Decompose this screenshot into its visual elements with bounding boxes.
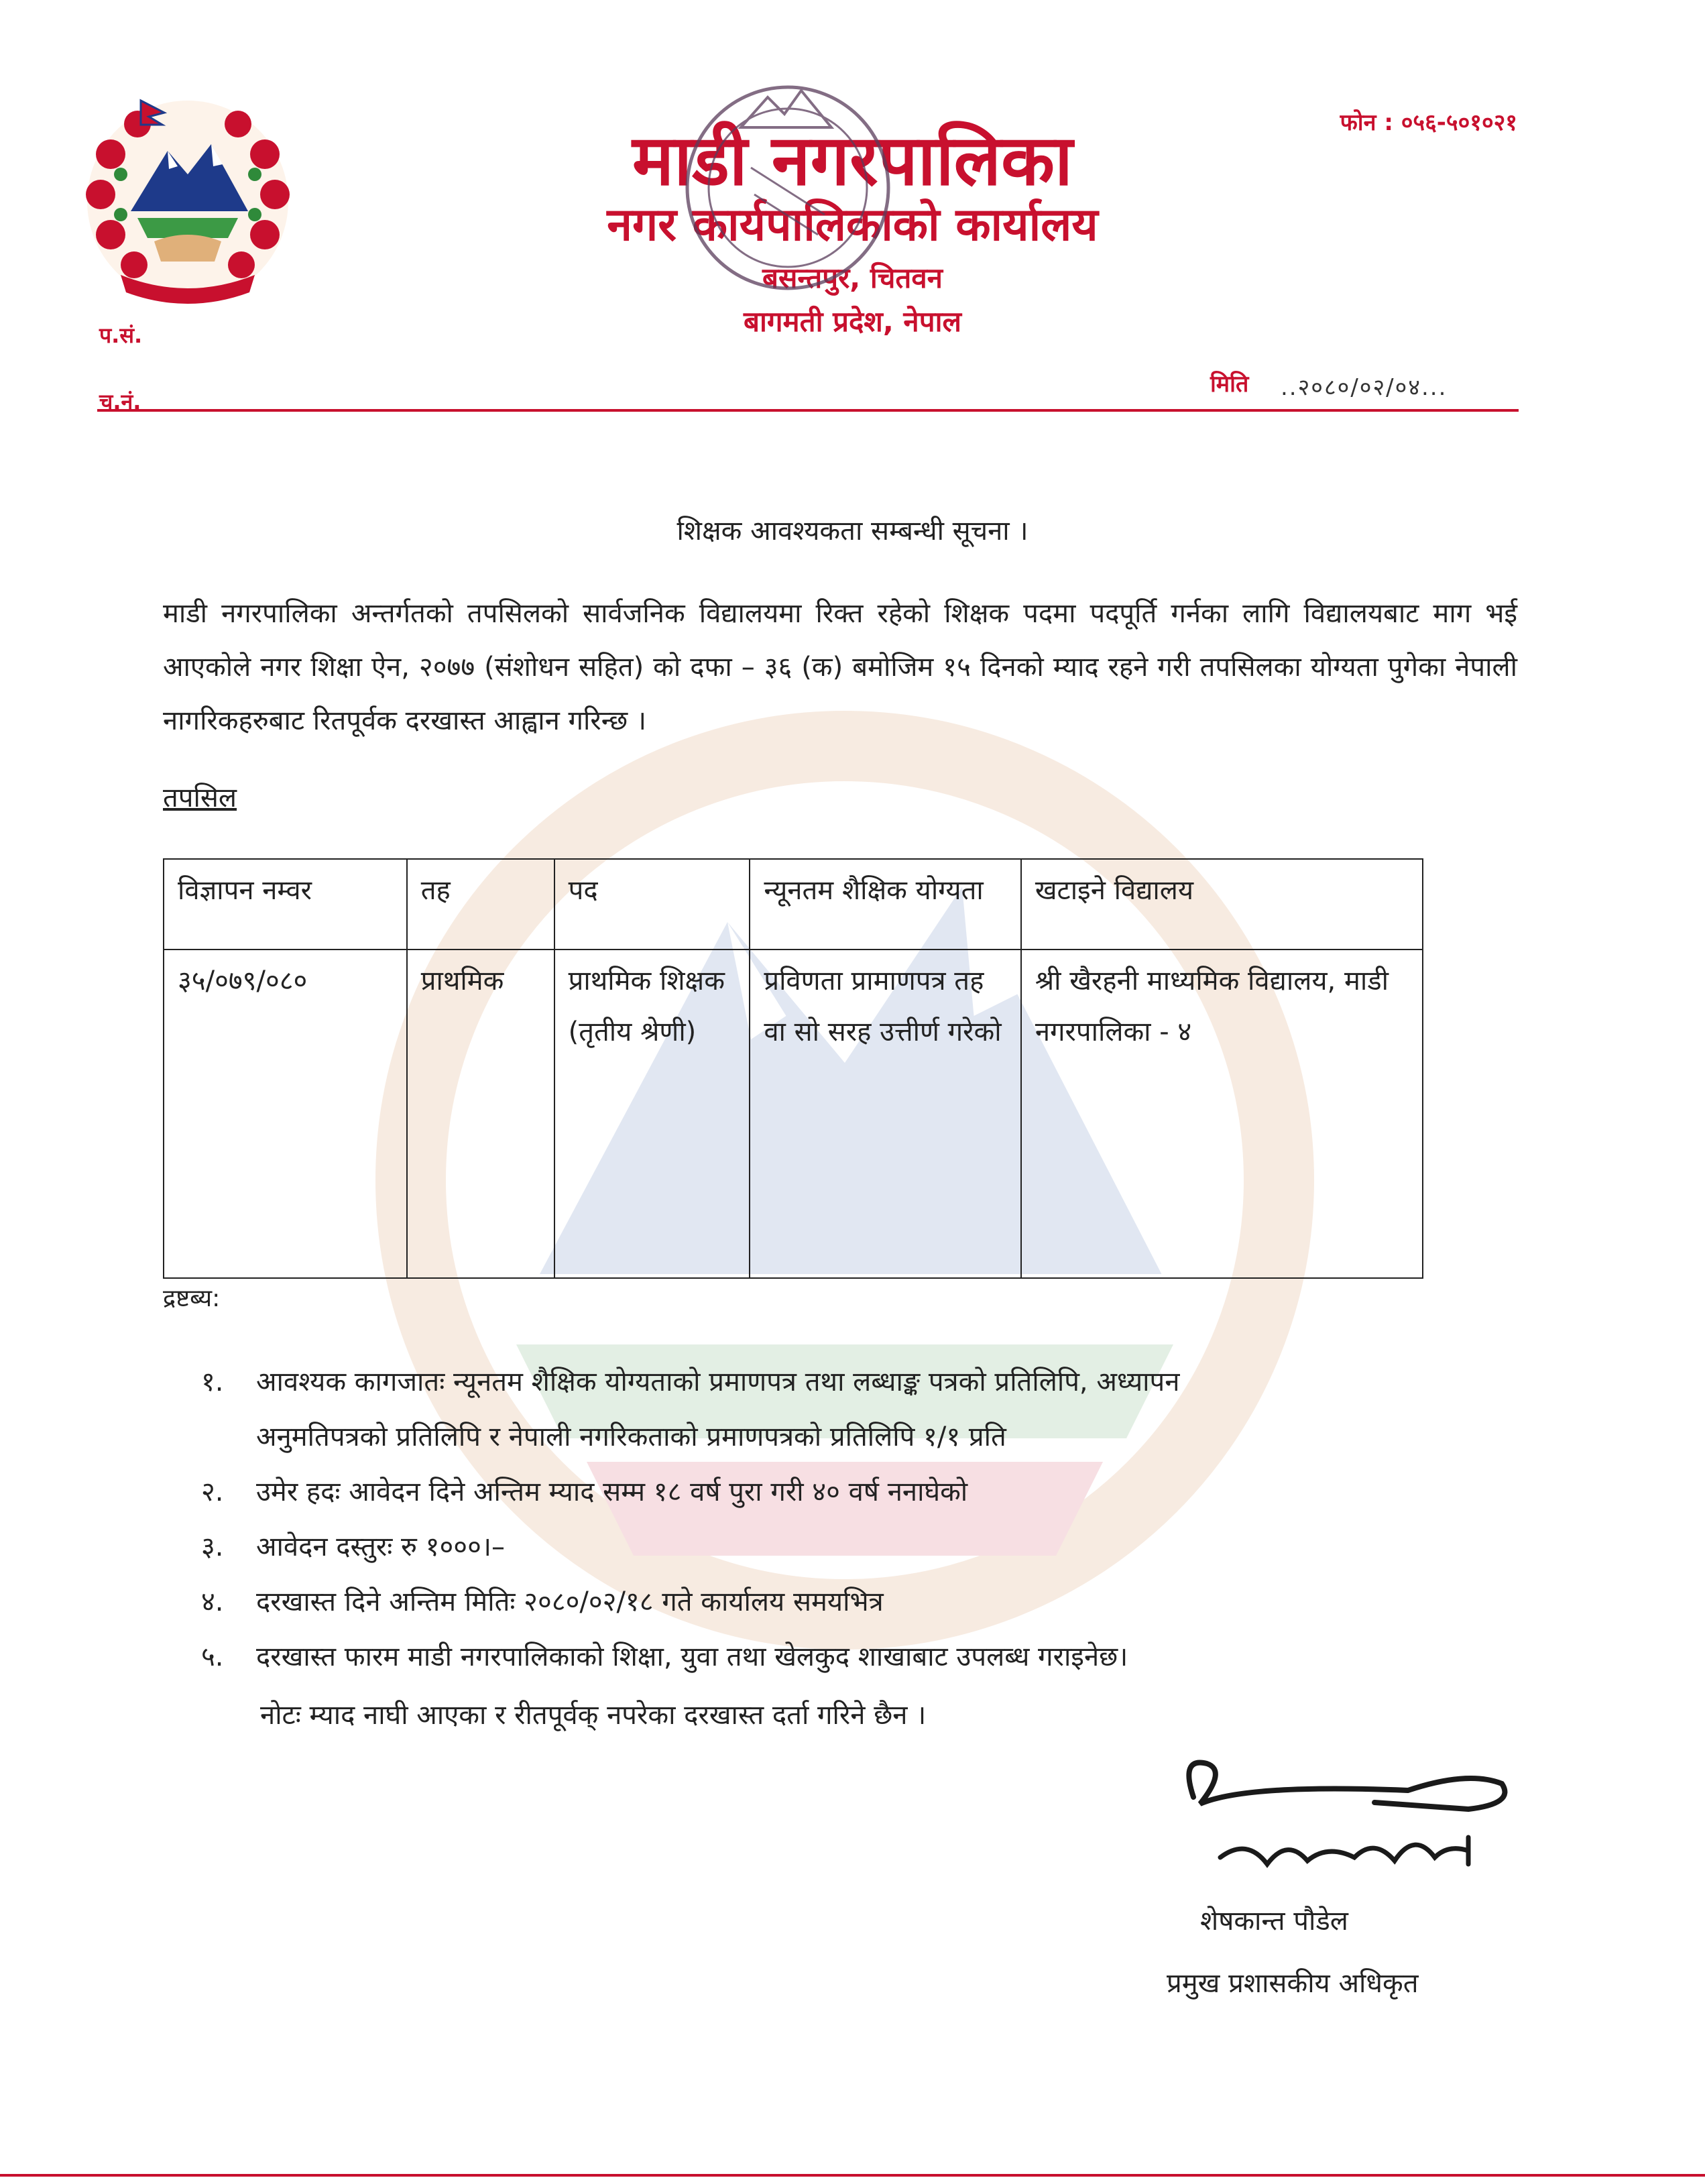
list-item <box>201 1629 1462 1684</box>
footer-divider <box>0 2174 1705 2177</box>
handwritten-signature <box>1153 1730 1529 1918</box>
notice-title: शिक्षक आवश्यकता सम्बन्धी सूचना । <box>677 516 1028 547</box>
header-level: तह <box>407 859 554 950</box>
reference-ps-label: प.सं. <box>99 323 143 348</box>
cell-qualification: प्रविणता प्रामाणपत्र तह वा सो सरह उत्तीर्ण गरेको <box>750 950 1021 1278</box>
cell-post: प्राथमिक शिक्षक (तृतीय श्रेणी) <box>554 950 750 1278</box>
header-ad-number: विज्ञापन नम्वर <box>164 859 407 950</box>
header-qualification: न्यूनतम शैक्षिक योग्यता <box>750 859 1021 950</box>
remarks-list <box>201 1355 1462 1684</box>
reference-cn-label: च.नं. <box>99 389 141 414</box>
list-item <box>201 1574 1462 1629</box>
details-heading: तपसिल <box>163 783 237 813</box>
table-row <box>164 950 1423 1278</box>
office-subtitle: नगर कार्यपालिकाको कार्यालय <box>607 198 1098 251</box>
header-post: पद <box>554 859 750 950</box>
remark-text: आवश्यक कागजातः न्यूनतम शैक्षिक योग्यताको प्रमाणपत्र तथा लब्धाङ्क पत्रको प्रतिलिपि, अध्यापन <box>256 1367 1180 1397</box>
header-school: खटाइने विद्यालय <box>1021 859 1423 950</box>
office-name: माडी नगरपालिका <box>632 119 1073 201</box>
date-label: मिति <box>1210 371 1249 398</box>
date-value: ..२०८०/०२/०४... <box>1281 374 1448 401</box>
remark-text: दरखास्त फारम माडी नगरपालिकाको शिक्षा, युवा तथा खेलकुद शाखाबाट उपलब्ध गराइनेछ। <box>256 1642 1128 1672</box>
list-item <box>201 1519 1462 1574</box>
remark-text: दरखास्त दिने अन्तिम मितिः २०८०/०२/१८ गते कार्यालय समयभित्र <box>256 1587 884 1617</box>
cell-level: प्राथमिक <box>407 950 554 1278</box>
office-address-line1: बसन्तपुर, चितवन <box>762 262 943 294</box>
notice-intro-paragraph: माडी नगरपालिका अन्तर्गतको तपसिलको सार्वजनिक विद्यालयमा रिक्त रहेको शिक्षक पदमा पदपूर्ति गर्नका लागि विद्यालयबाट माग भई आएकोले नगर शिक्षा ऐन, २०७७ (संशोधन सहित) को दफा – ३६ (क) बमोजिम १५ दिनको म्याद रहने गरी तपसिलका योग्यता पुगेका नेपाली नागरिकहरुबाट रितपूर्वक दरखास्त आह्वान गरिन्छ । <box>163 598 1518 736</box>
signatory-title: प्रमुख प्रशासकीय अधिकृत <box>1167 1968 1419 1999</box>
cell-school: श्री खैरहनी माध्यमिक विद्यालय, माडी नगरपालिका - ४ <box>1021 950 1423 1278</box>
remark-text-continued: अनुमतिपत्रको प्रतिलिपि र नेपाली नगरिकताको प्रमाणपत्रको प्रतिलिपि १/१ प्रति <box>256 1422 1006 1452</box>
remark-number: ४. <box>201 1587 224 1617</box>
remark-number: ५. <box>201 1642 224 1672</box>
list-item <box>201 1464 1462 1519</box>
office-seal-stamp <box>677 60 898 315</box>
remark-number: ३. <box>201 1532 224 1562</box>
signatory-name: शेषकान्त पौडेल <box>1200 1906 1348 1937</box>
cell-ad-number: ३५/०७९/०८० <box>164 950 407 1278</box>
remarks-label: द्रष्टब्य: <box>163 1285 221 1312</box>
vacancy-details-table <box>163 858 1423 1279</box>
remark-text: उमेर हदः आवेदन दिने अन्तिम म्याद सम्म १८ वर्ष पुरा गरी ४० वर्ष ननाघेको <box>256 1477 968 1507</box>
table-header-row <box>164 859 1423 950</box>
remark-number: २. <box>201 1477 224 1507</box>
remarks-note: नोटः म्याद नाघी आएका र रीतपूर्वक् नपरेका दरखास्त दर्ता गरिने छैन । <box>260 1700 927 1731</box>
remark-text: आवेदन दस्तुरः रु १०००।– <box>256 1532 506 1562</box>
header-divider <box>97 409 1519 412</box>
phone-number: फोन : ०५६-५०१०२१ <box>1340 109 1517 136</box>
office-address-line2: बागमती प्रदेश, नेपाल <box>744 305 961 338</box>
remark-number: १. <box>201 1367 224 1397</box>
list-item <box>201 1355 1462 1464</box>
